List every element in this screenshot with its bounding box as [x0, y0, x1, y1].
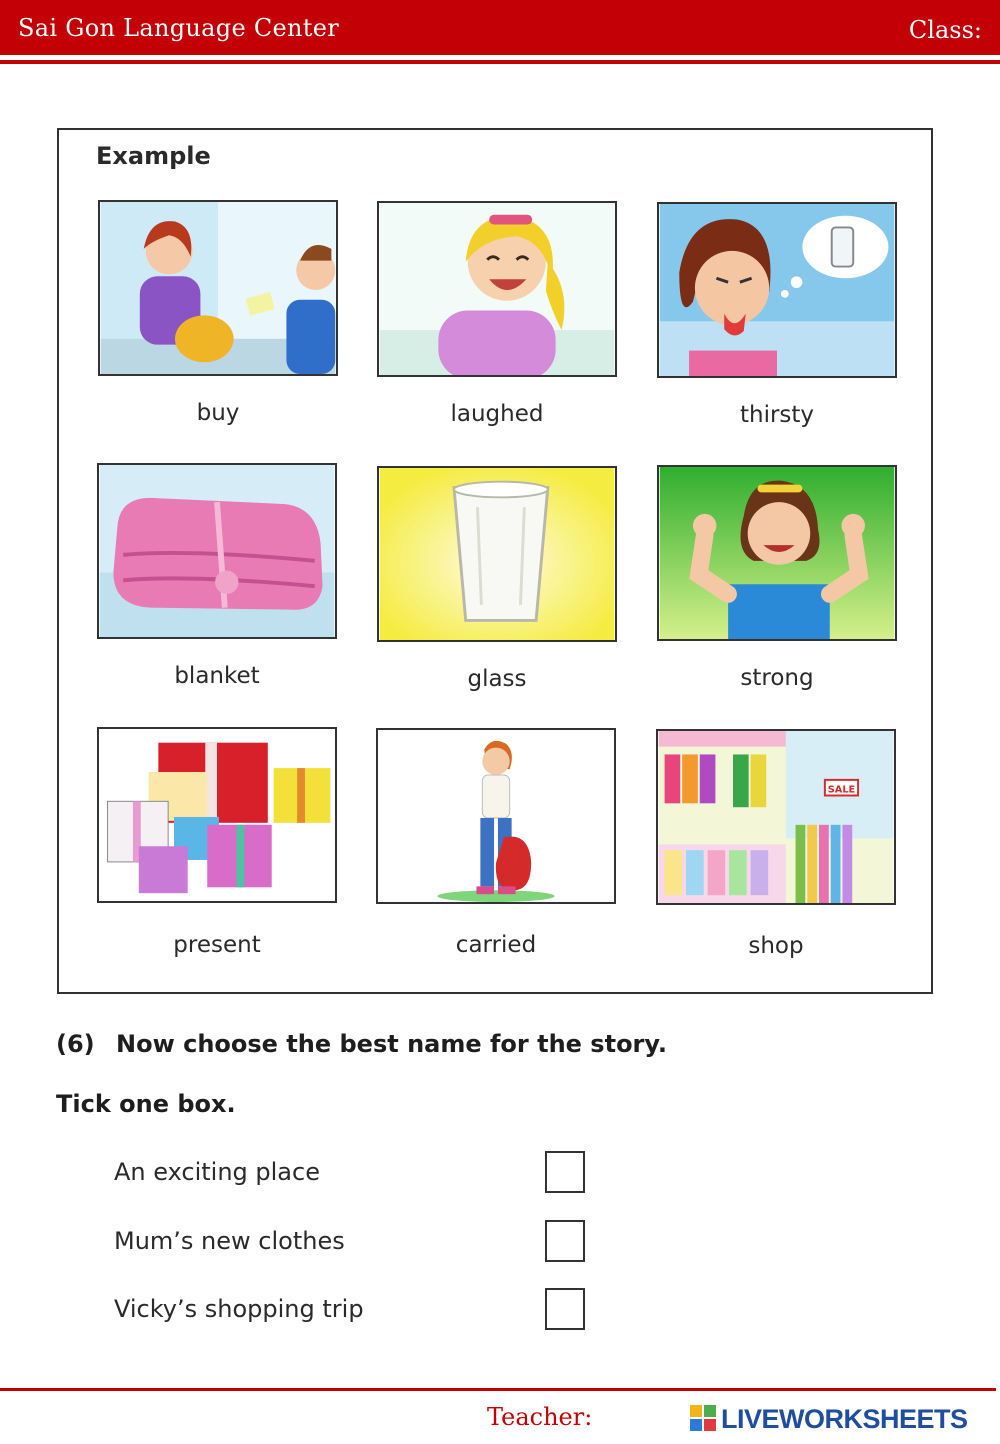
- folded-blanket-icon: [97, 463, 337, 639]
- option-label-3: Vicky’s shopping trip: [114, 1295, 364, 1323]
- caption-shop: shop: [748, 933, 804, 959]
- caption-blanket: blanket: [174, 663, 260, 689]
- caption-carried: carried: [455, 932, 537, 958]
- caption-glass: glass: [467, 666, 527, 692]
- svg-text:SALE: SALE: [827, 784, 856, 796]
- brand-name: LIVEWORKSHEETS: [721, 1403, 968, 1434]
- header-divider: [0, 60, 1000, 64]
- caption-buy: buy: [196, 400, 240, 426]
- question-prompt: [56, 1030, 667, 1058]
- option-label-2: Mum’s new clothes: [114, 1227, 345, 1255]
- question-text: Now choose the best name for the story.: [116, 1030, 667, 1058]
- liveworksheets-logo-icon: [690, 1405, 718, 1433]
- clothes-shop-icon: [656, 729, 896, 905]
- example-heading: Example: [96, 142, 211, 170]
- tick-instruction: Tick one box.: [56, 1090, 236, 1118]
- girl-carrying-bag-icon: [376, 728, 616, 904]
- footer-divider: [0, 1388, 996, 1391]
- liveworksheets-logo[interactable]: [690, 1403, 968, 1435]
- caption-thirsty: thirsty: [739, 402, 815, 428]
- question-number: (6): [56, 1030, 95, 1058]
- caption-present: present: [173, 932, 261, 958]
- option-checkbox-1[interactable]: [545, 1151, 585, 1193]
- teacher-label: Teacher:: [487, 1403, 593, 1431]
- class-label: Class:: [908, 16, 982, 44]
- presents-icon: [97, 727, 337, 903]
- caption-laughed: laughed: [450, 401, 544, 427]
- option-label-1: An exciting place: [114, 1158, 320, 1186]
- strong-girl-icon: [657, 465, 897, 641]
- option-checkbox-2[interactable]: [545, 1220, 585, 1262]
- center-name: Sai Gon Language Center: [18, 14, 340, 42]
- laughing-girl-icon: [377, 201, 617, 377]
- thirsty-girl-icon: [657, 202, 897, 378]
- glass-icon: [377, 466, 617, 642]
- buying-scene-icon: [98, 200, 338, 376]
- option-checkbox-3[interactable]: [545, 1288, 585, 1330]
- caption-strong: strong: [740, 665, 814, 691]
